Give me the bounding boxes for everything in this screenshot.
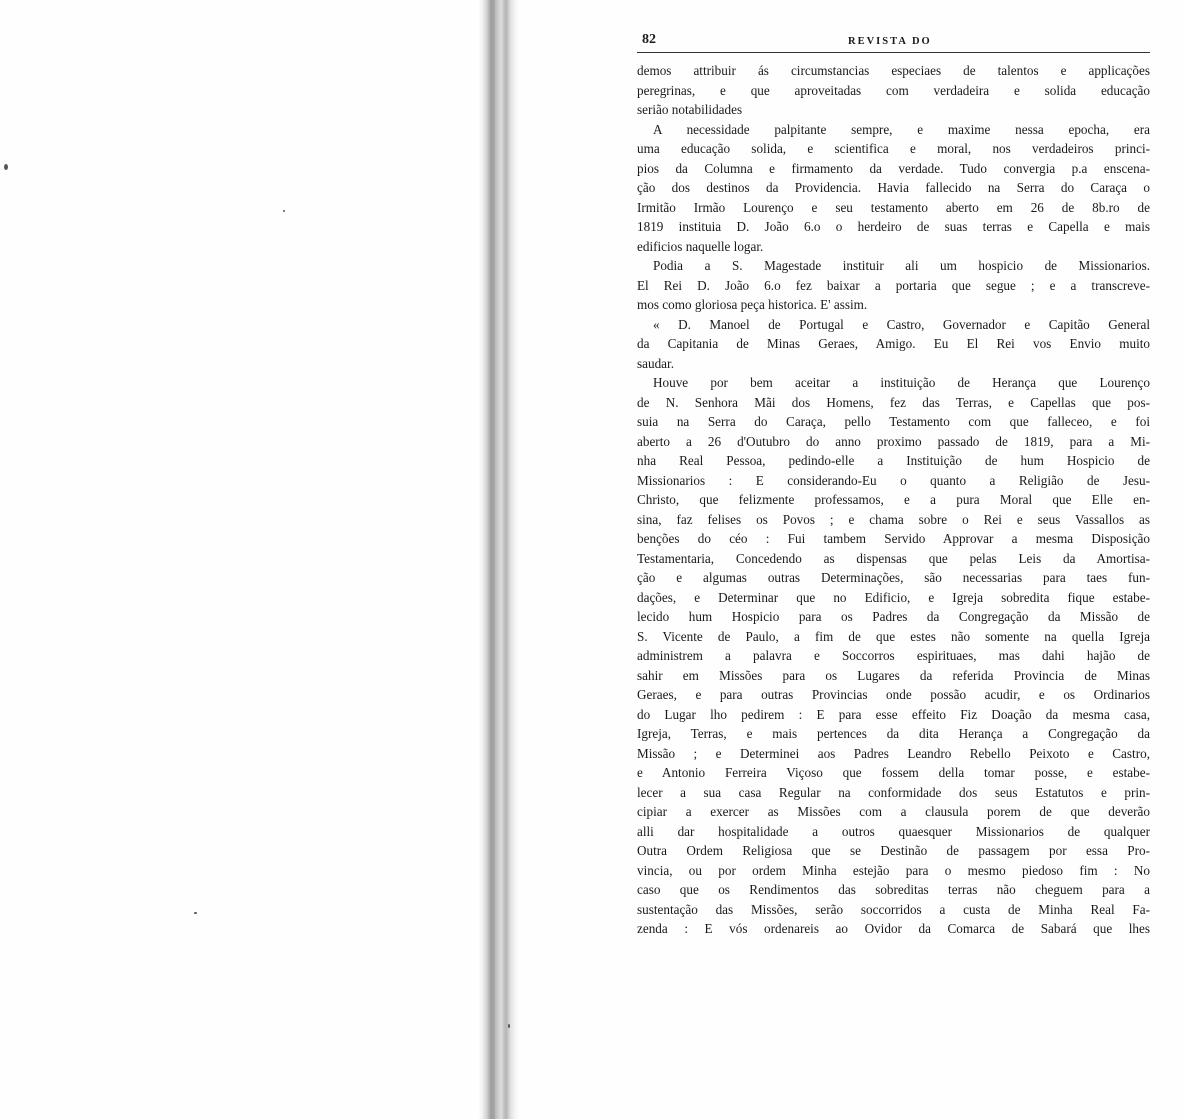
text-line: Geraes, e para outras Provincias onde possão acudir, e os Ordinarios	[637, 687, 1150, 702]
text-line: vincia, ou por ordem Minha estejão para o mesmo piedoso fim : No	[637, 862, 1150, 878]
text-line: do Lugar lho pedirem : E para esse effeito Fiz Doação da mesma casa,	[637, 706, 1150, 722]
text-line: aberto a 26 d'Outubro do anno proximo passado de 1819, para a Mi-	[637, 433, 1150, 449]
text-line: suia na Serra do Caraça, pello Testamento com que falleceo, e foi	[637, 414, 1150, 429]
text-line: alli dar hospitalidade a outros quaesquer Missionarios de qualquer	[637, 823, 1150, 839]
text-line: Podia a S. Magestade instituir ali um hospicio de Missionarios.	[653, 258, 1150, 273]
text-line: sina, faz felises os Povos ; e chama sobre o Rei e seus Vassallos as	[637, 511, 1150, 527]
text-line: Testamentaria, Concedendo as dispensas que pelas Leis da Amortisa-	[637, 550, 1150, 566]
text-line: « D. Manoel de Portugal e Castro, Governador e Capitão General	[653, 316, 1150, 332]
text-line: Houve por bem aceitar a instituição de Herança que Lourenço	[653, 375, 1150, 390]
text-line: de N. Senhora Mãi dos Homens, fez das Terras, e Capellas que pos-	[637, 394, 1150, 410]
text-line: 1819 instituia D. João 6.o o herdeiro de suas terras e Capella e mais	[637, 219, 1150, 234]
text-line: mos como gloriosa peça historica. E' assim.	[637, 297, 868, 312]
text-line: saudar.	[637, 355, 674, 371]
book-gutter	[478, 0, 520, 1119]
text-line: lecido hum Hospicio para os Padres da Congregação da Missão de	[637, 609, 1150, 624]
text-line: benções do céo : Fui tambem Servido Approvar a mesma Disposição	[637, 531, 1150, 546]
body-text	[637, 61, 1150, 939]
scan-speck	[4, 164, 8, 170]
text-line: cipiar a exercer as Missões com a clausula porem de que deverão	[637, 804, 1150, 819]
text-line: caso que os Rendimentos das sobreditas terras não cheguem para a	[637, 882, 1150, 897]
text-line: nha Real Pessoa, pedindo-elle a Instituição de hum Hospicio de	[637, 453, 1150, 468]
text-line: lecer a sua casa Regular na conformidade dos seus Estatutos e prin-	[637, 784, 1150, 800]
text-line: demos attribuir ás circumstancias especiaes de talentos e applicações	[637, 63, 1150, 78]
text-line: Missionarios : E considerando-Eu o quanto a Religião de Jesu-	[637, 472, 1150, 488]
scan-speck	[508, 1024, 510, 1028]
text-line: ção e algumas outras Determinações, são necessarias para taes fun-	[637, 570, 1150, 585]
text-line: Igreja, Terras, e mais pertences da dita Herança a Congregação da	[637, 726, 1150, 741]
text-line: serião notabilidades	[637, 102, 743, 117]
text-line: sahir em Missões para os Lugares da referida Provincia de Minas	[637, 667, 1150, 683]
text-line: administrem a palavra e Soccorros espirituaes, mas dahi hajão de	[637, 648, 1150, 663]
text-line: A necessidade palpitante sempre, e maxime nessa epocha, era	[653, 121, 1150, 137]
text-line: edificios naquelle logar.	[637, 238, 764, 254]
text-line: Irmitão Irmão Lourenço e seu testamento aberto em 26 de 8b.ro de	[637, 199, 1150, 215]
text-line: zenda : E vós ordenareis ao Ovidor da Comarca de Sabará que lhes	[637, 921, 1150, 936]
text-line: da Capitania de Minas Geraes, Amigo. Eu El Rei vos Envio muito	[637, 336, 1150, 351]
text-line: uma educação solida, e scientifica e moral, nos verdadeiros princi-	[637, 141, 1150, 156]
text-line: pios da Columna e firmamento da verdade. Tudo convergia p.a enscena-	[637, 160, 1150, 176]
text-line: Christo, que felizmente professamos, e a pura Moral que Elle en-	[637, 492, 1150, 507]
text-line: Outra Ordem Religiosa que se Destinão de passagem por essa Pro-	[637, 843, 1150, 858]
scan-speck	[194, 912, 197, 914]
text-line: El Rei D. João 6.o fez baixar a portaria que segue ; e a transcreve-	[637, 277, 1150, 293]
gutter-shadow	[492, 0, 495, 1119]
page-number: 82	[642, 32, 656, 47]
text-line: S. Vicente de Paulo, a fim de que estes não somente na quella Igreja	[637, 628, 1150, 644]
scan-speck	[283, 210, 285, 212]
text-line: sustentação das Missões, serão soccorridos a custa de Minha Real Fa-	[637, 901, 1150, 917]
running-head	[637, 30, 1150, 53]
text-line: Missão ; e Determinei aos Padres Leandro Rebello Peixoto e Castro,	[637, 745, 1150, 761]
text-line: peregrinas, e que aproveitadas com verdadeira e solida educação	[637, 82, 1150, 98]
running-title: REVISTA DO	[848, 36, 932, 47]
right-page	[637, 30, 1150, 939]
text-line: e Antonio Ferreira Viçoso que fossem della tomar posse, e estabe-	[637, 765, 1150, 780]
text-line: dações, e Determinar que no Edificio, e Igreja sobredita fique estabe-	[637, 589, 1150, 605]
text-line: ção dos destinos da Providencia. Havia fallecido na Serra do Caraça o	[637, 180, 1150, 195]
